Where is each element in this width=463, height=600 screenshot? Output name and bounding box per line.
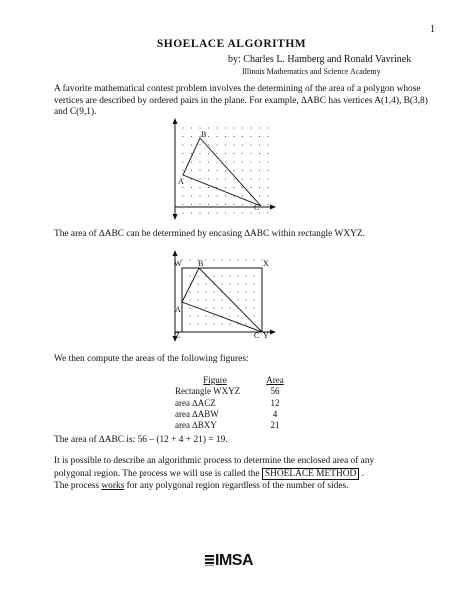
grid-dot — [250, 212, 251, 213]
grid-dot — [208, 127, 209, 128]
grid-dot — [233, 212, 234, 213]
compute-sentence: We then compute the areas of the following figures: — [54, 354, 249, 364]
grid-dot — [259, 178, 260, 179]
grid-dot — [197, 291, 198, 292]
grid-dot — [233, 187, 234, 188]
grid-dot — [233, 136, 234, 137]
grid-dot — [237, 283, 238, 284]
y-axis-arrow-bottom — [173, 214, 178, 220]
grid-dot — [216, 170, 217, 171]
label-z: Z — [175, 331, 180, 340]
grid-dot — [205, 323, 206, 324]
grid-dot — [253, 307, 254, 308]
grid-dot — [233, 170, 234, 171]
grid-dot — [229, 275, 230, 276]
grid-dot — [225, 170, 226, 171]
grid-dot — [233, 144, 234, 145]
grid-dot — [191, 136, 192, 137]
grid-dot — [191, 204, 192, 205]
grid-dot — [191, 195, 192, 196]
triangle-abc — [183, 138, 261, 206]
grid-dot — [242, 136, 243, 137]
grid-dot — [191, 170, 192, 171]
grid-dot — [242, 212, 243, 213]
grid-dot — [242, 178, 243, 179]
header-area: Area — [266, 375, 284, 385]
grid-dot — [189, 299, 190, 300]
grid-dot — [189, 323, 190, 324]
grid-dot — [197, 283, 198, 284]
grid-dot — [245, 283, 246, 284]
grid-dot — [199, 187, 200, 188]
grid-dot — [253, 283, 254, 284]
grid-dot — [213, 323, 214, 324]
label-b: B — [198, 259, 204, 268]
grid-dot — [245, 259, 246, 260]
dot-grid — [181, 259, 262, 332]
grid-dot — [199, 204, 200, 205]
grid-dot — [259, 127, 260, 128]
grid-dot — [221, 275, 222, 276]
y-axis-arrow-top — [173, 250, 178, 256]
grid-dot — [250, 136, 251, 137]
page-title: SHOELACE ALGORITHM — [156, 38, 307, 50]
grid-dot — [253, 275, 254, 276]
grid-dot — [199, 212, 200, 213]
grid-dot — [225, 144, 226, 145]
grid-dot — [253, 291, 254, 292]
grid-dot — [208, 195, 209, 196]
figure-cell: area ∆BXY — [175, 420, 217, 431]
grid-dot — [199, 161, 200, 162]
grid-dot — [229, 307, 230, 308]
grid-dot — [221, 299, 222, 300]
grid-dot — [208, 161, 209, 162]
grid-dot — [242, 187, 243, 188]
grid-dot — [182, 187, 183, 188]
grid-dot — [216, 161, 217, 162]
grid-dot — [208, 204, 209, 205]
grid-dot — [216, 127, 217, 128]
grid-dot — [267, 195, 268, 196]
figure-cell: Rectangle WXYZ — [175, 386, 241, 397]
grid-dot — [225, 127, 226, 128]
grid-dot — [259, 144, 260, 145]
grid-dot — [259, 161, 260, 162]
grid-dot — [242, 153, 243, 154]
grid-dot — [182, 195, 183, 196]
grid-dot — [229, 315, 230, 316]
label-a: A — [178, 177, 184, 186]
grid-dot — [253, 315, 254, 316]
grid-dot — [182, 127, 183, 128]
grid-dot — [216, 136, 217, 137]
grid-dot — [250, 170, 251, 171]
grid-dot — [182, 144, 183, 145]
grid-dot — [225, 204, 226, 205]
grid-dot — [213, 259, 214, 260]
grid-dot — [181, 259, 182, 260]
grid-dot — [205, 307, 206, 308]
grid-dot — [182, 212, 183, 213]
grid-dot — [242, 161, 243, 162]
grid-dot — [250, 187, 251, 188]
table-row — [175, 398, 295, 409]
grid-dot — [208, 187, 209, 188]
grid-dot — [208, 178, 209, 179]
method-line-1: It is possible to describe an algorithmic process to determine the enclosed area of any — [54, 456, 375, 466]
grid-dot — [189, 259, 190, 260]
x-axis-arrow — [270, 330, 276, 335]
grid-dot — [267, 178, 268, 179]
grid-dot — [253, 299, 254, 300]
page-number: 1 — [430, 24, 435, 35]
grid-dot — [259, 187, 260, 188]
grid-dot — [225, 195, 226, 196]
grid-dot — [229, 323, 230, 324]
grid-dot — [253, 259, 254, 260]
grid-dot — [182, 161, 183, 162]
grid-dot — [267, 170, 268, 171]
grid-dot — [245, 299, 246, 300]
grid-dot — [225, 212, 226, 213]
grid-dot — [191, 127, 192, 128]
grid-dot — [189, 291, 190, 292]
grid-dot — [197, 275, 198, 276]
grid-dot — [225, 153, 226, 154]
grid-dot — [216, 204, 217, 205]
label-c: C — [254, 331, 260, 340]
header-figure: Figure — [203, 375, 227, 385]
grid-dot — [245, 275, 246, 276]
grid-dot — [250, 144, 251, 145]
table-header — [175, 375, 295, 386]
x-axis-arrow — [270, 205, 276, 210]
rectangle-figure — [165, 250, 277, 342]
grid-dot — [221, 283, 222, 284]
grid-dot — [216, 153, 217, 154]
grid-dot — [237, 315, 238, 316]
method-paragraph — [54, 456, 434, 493]
grid-dot — [242, 204, 243, 205]
grid-dot — [242, 144, 243, 145]
imsa-logo — [205, 552, 253, 570]
grid-dot — [182, 170, 183, 171]
area-cell: 12 — [270, 397, 280, 408]
grid-dot — [267, 127, 268, 128]
intro-paragraph: A favorite mathematical contest problem involves the determining of the area of a polygon whose vertices are described by ordered pairs in the plane. For example, ∆ABC has vertices A(1,4), B(3,8) and C(9,1). — [54, 84, 428, 118]
grid-dot — [189, 307, 190, 308]
grid-dot — [199, 170, 200, 171]
grid-dot — [216, 195, 217, 196]
grid-dot — [233, 161, 234, 162]
label-x: X — [263, 259, 269, 268]
grid-dot — [250, 178, 251, 179]
grid-dot — [197, 315, 198, 316]
grid-dot — [199, 153, 200, 154]
grid-dot — [245, 307, 246, 308]
affiliation: Illinois Mathematics and Science Academy — [242, 67, 381, 76]
grid-dot — [199, 178, 200, 179]
label-c: C — [254, 203, 260, 212]
table-row — [175, 409, 295, 420]
grid-dot — [225, 178, 226, 179]
grid-dot — [182, 136, 183, 137]
grid-dot — [233, 204, 234, 205]
grid-dot — [197, 323, 198, 324]
grid-dot — [221, 323, 222, 324]
area-cell: 56 — [270, 386, 280, 397]
grid-dot — [191, 187, 192, 188]
grid-dot — [221, 259, 222, 260]
grid-dot — [259, 212, 260, 213]
grid-dot — [182, 204, 183, 205]
grid-dot — [267, 212, 268, 213]
grid-dot — [229, 291, 230, 292]
works-line: The process works for any polygonal region regardless of the number of sides. — [54, 481, 349, 492]
table-row — [175, 386, 295, 397]
grid-dot — [191, 153, 192, 154]
author-byline: by: Charles L. Hamberg and Ronald Vavrinek — [228, 54, 412, 65]
result-sentence: The area of ∆ABC is: 56 – (12 + 4 + 21) = 19. — [54, 435, 228, 445]
grid-dot — [259, 170, 260, 171]
grid-dot — [229, 283, 230, 284]
grid-dot — [250, 161, 251, 162]
grid-dot — [189, 275, 190, 276]
grid-dot — [191, 212, 192, 213]
grid-dot — [242, 127, 243, 128]
grid-dot — [245, 291, 246, 292]
grid-dot — [205, 259, 206, 260]
grid-dot — [208, 212, 209, 213]
table-row — [175, 420, 295, 431]
grid-dot — [205, 283, 206, 284]
grid-dot — [267, 153, 268, 154]
grid-dot — [199, 195, 200, 196]
grid-dot — [213, 291, 214, 292]
area-cell: 4 — [272, 408, 278, 419]
grid-dot — [259, 136, 260, 137]
grid-dot — [208, 153, 209, 154]
grid-dot — [242, 170, 243, 171]
works-word: works — [101, 481, 125, 492]
figure-cell: area ∆ABW — [175, 408, 219, 419]
triangle-figure — [165, 118, 277, 220]
grid-dot — [250, 153, 251, 154]
grid-dot — [267, 204, 268, 205]
grid-dot — [208, 144, 209, 145]
grid-dot — [237, 259, 238, 260]
grid-dot — [267, 187, 268, 188]
area-cell: 21 — [270, 420, 280, 431]
grid-dot — [233, 127, 234, 128]
grid-dot — [199, 127, 200, 128]
grid-dot — [205, 315, 206, 316]
grid-dot — [225, 136, 226, 137]
grid-dot — [208, 170, 209, 171]
grid-dot — [213, 307, 214, 308]
grid-dot — [225, 187, 226, 188]
method-line-2: polygonal region. The process we will use is called the SHOELACE METHOD . — [54, 468, 364, 479]
label-b: B — [201, 130, 207, 139]
grid-dot — [237, 299, 238, 300]
area-table — [175, 375, 295, 431]
grid-dot — [259, 195, 260, 196]
rectangle-sentence: The area of ∆ABC can be determined by encasing ∆ABC within rectangle WXYZ. — [54, 229, 365, 239]
grid-dot — [197, 299, 198, 300]
shoelace-method-box: SHOELACE METHOD — [262, 468, 359, 480]
grid-dot — [216, 178, 217, 179]
grid-dot — [189, 315, 190, 316]
grid-dot — [182, 153, 183, 154]
grid-dot — [237, 275, 238, 276]
logo-text: IMSA — [215, 552, 253, 569]
grid-dot — [250, 204, 251, 205]
grid-dot — [213, 275, 214, 276]
label-y: Y — [263, 331, 269, 340]
grid-dot — [221, 307, 222, 308]
grid-dot — [225, 161, 226, 162]
y-axis-arrow-top — [173, 118, 178, 124]
grid-dot — [205, 299, 206, 300]
logo-stripes-icon — [205, 555, 214, 566]
grid-dot — [216, 212, 217, 213]
grid-dot — [233, 153, 234, 154]
grid-dot — [233, 178, 234, 179]
grid-dot — [205, 291, 206, 292]
grid-dot — [267, 136, 268, 137]
grid-dot — [259, 153, 260, 154]
grid-dot — [242, 195, 243, 196]
grid-dot — [250, 127, 251, 128]
grid-dot — [208, 136, 209, 137]
grid-dot — [245, 323, 246, 324]
grid-dot — [191, 161, 192, 162]
grid-dot — [229, 259, 230, 260]
grid-dot — [267, 144, 268, 145]
grid-dot — [213, 299, 214, 300]
label-w: W — [174, 259, 182, 268]
grid-dot — [267, 161, 268, 162]
grid-dot — [199, 144, 200, 145]
figure-cell: area ∆ACZ — [175, 397, 216, 408]
grid-dot — [213, 315, 214, 316]
label-a: A — [175, 305, 181, 314]
grid-dot — [237, 291, 238, 292]
grid-dot — [216, 144, 217, 145]
grid-dot — [191, 144, 192, 145]
